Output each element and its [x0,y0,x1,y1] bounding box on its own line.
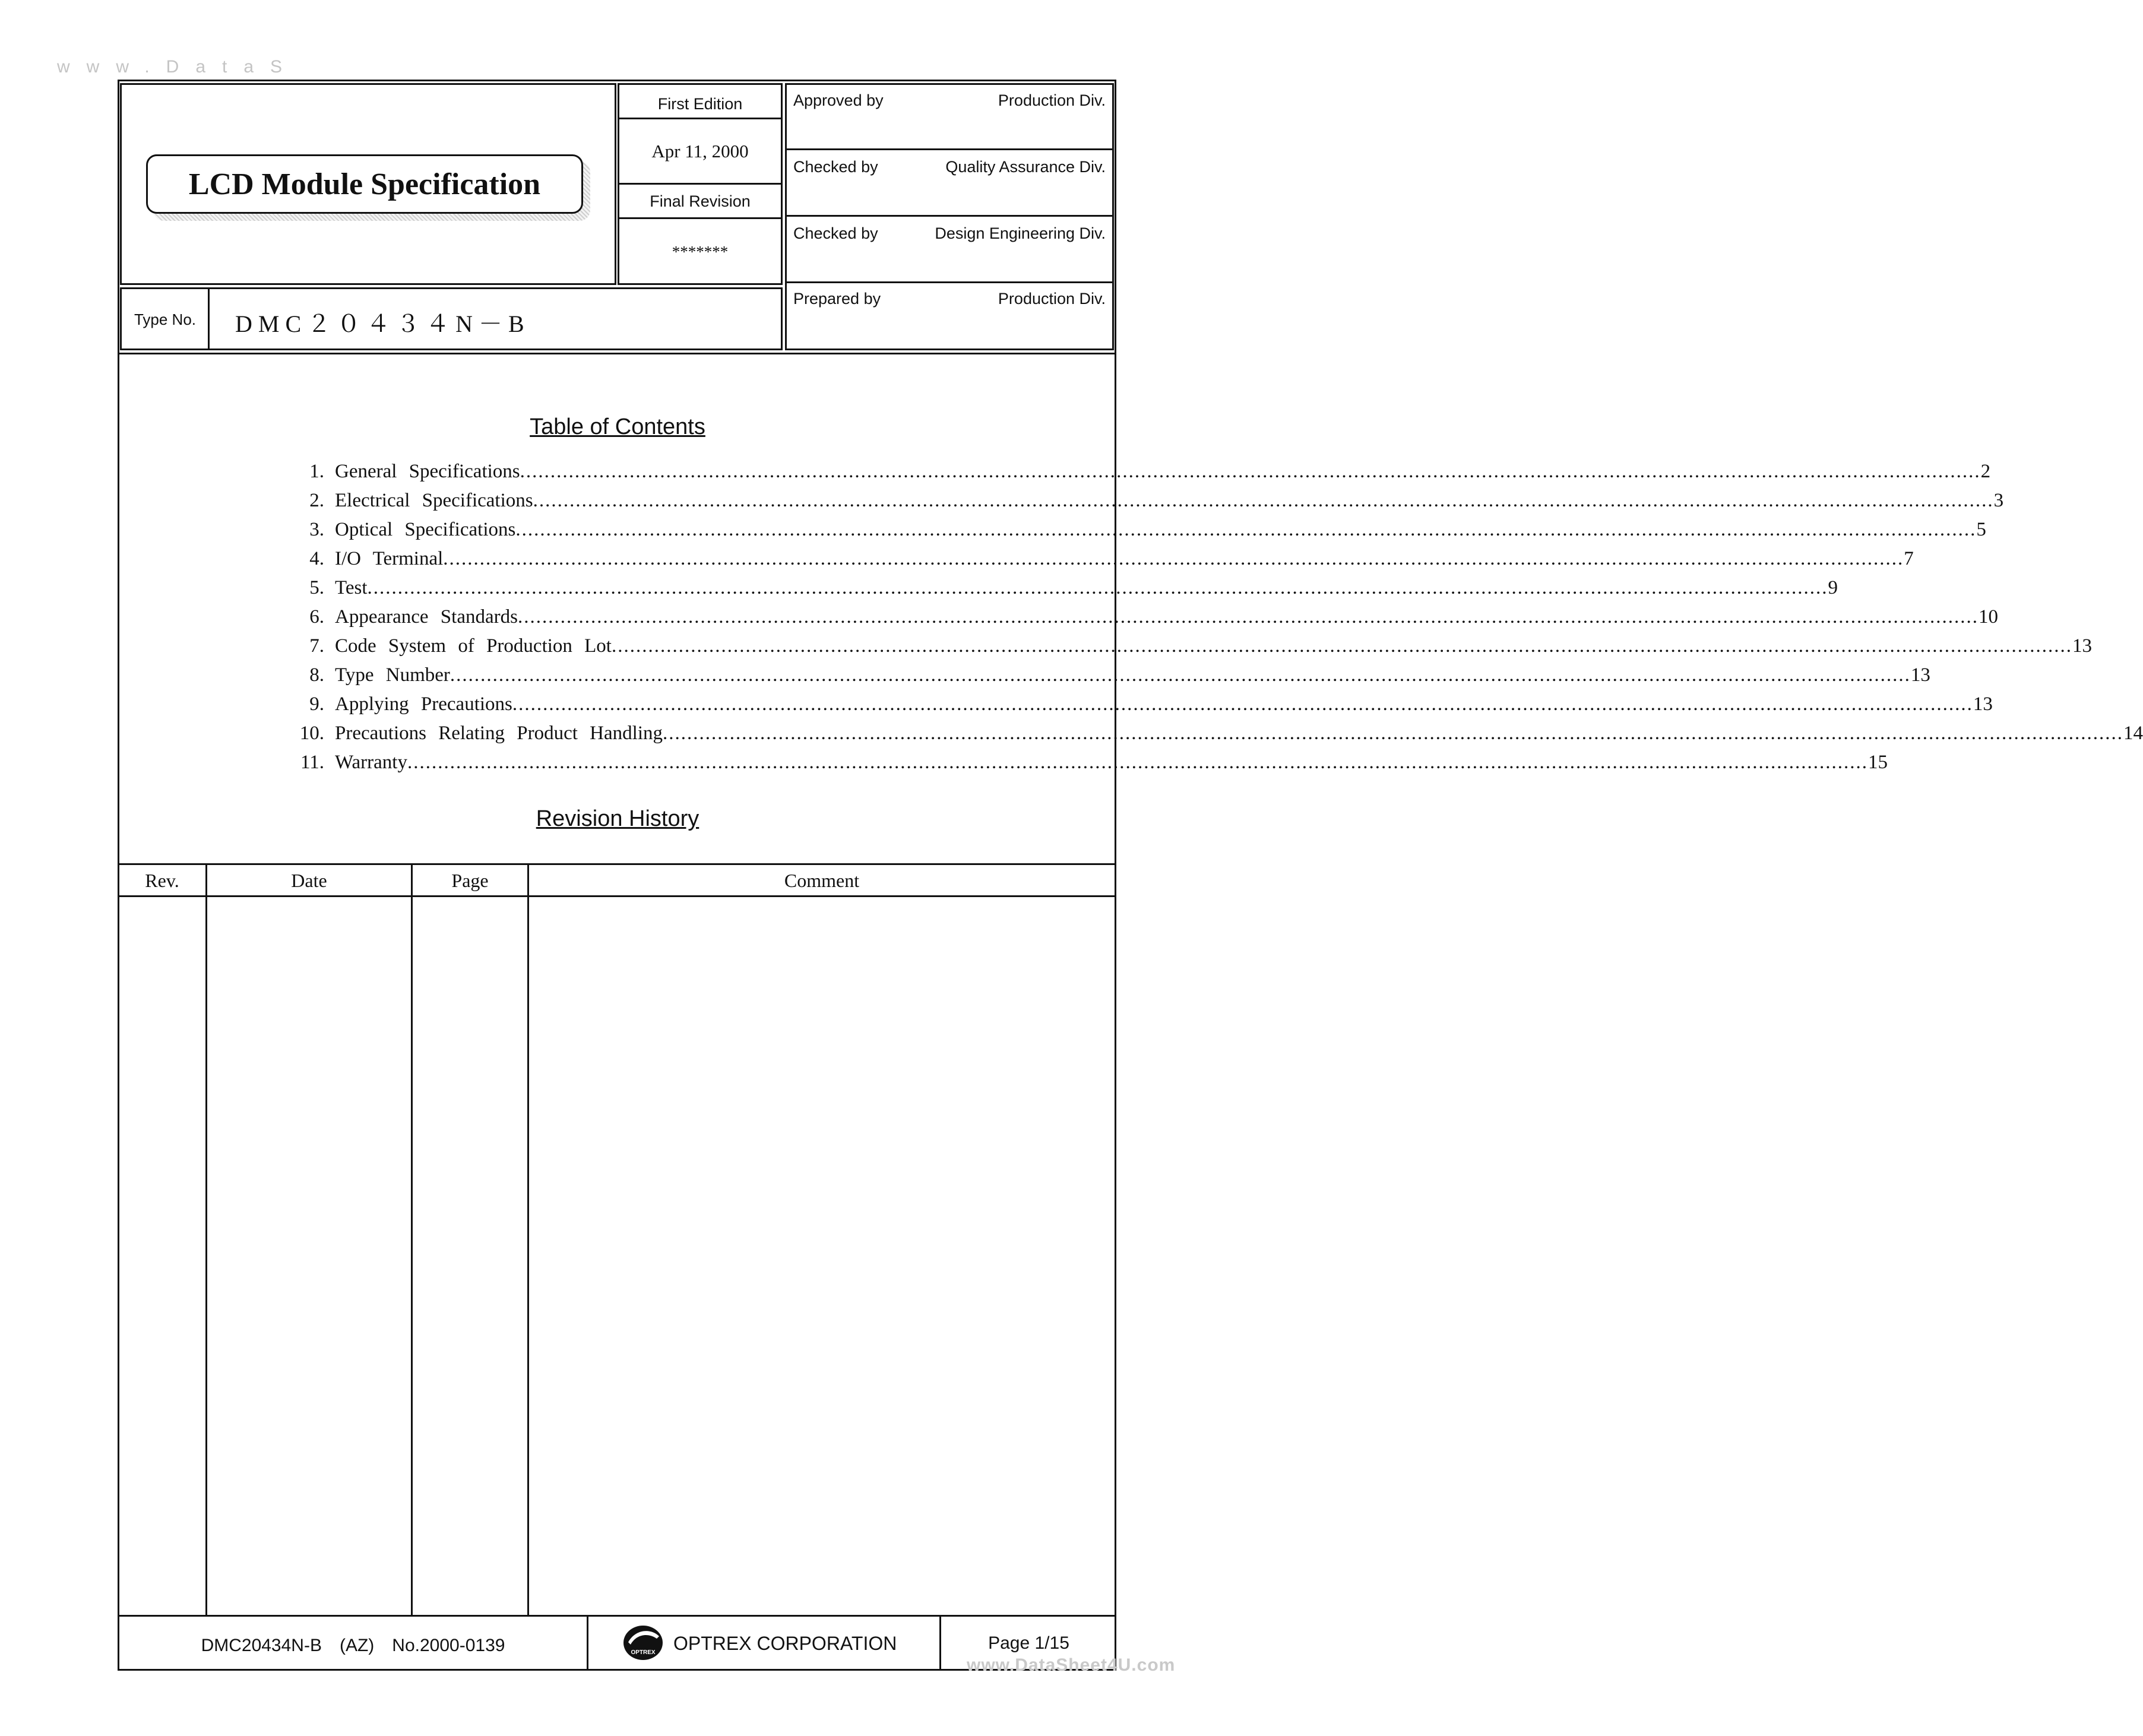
toc-item-page: 7 [1904,548,1914,569]
toc-item-page: 13 [2072,635,2092,657]
first-edition-date: Apr 11, 2000 [651,141,749,161]
footer-divider [587,1615,588,1671]
toc-item-number: 3. [309,519,324,540]
toc-leader-dots: ................................................................................................................................................................................................................................................ [443,548,1904,569]
revision-header-bottom [118,895,1116,897]
revision-col-comment: Comment [784,869,860,891]
toc-item [279,548,1914,577]
toc-item [279,519,1986,548]
toc-leader-dots: ................................................................................................................................................................................................................................................ [512,693,1973,715]
toc-item-page: 3 [1993,490,2004,511]
toc-item-title: Test [335,577,368,598]
toc-item-page: 14 [2123,723,2143,744]
toc-title: Table of Contents [530,414,705,439]
approval-role: Prepared by [793,290,881,308]
toc-leader-dots: ................................................................................................................................................................................................................................................ [450,664,1911,686]
approval-role: Approved by [793,91,884,109]
toc-leader-dots: ................................................................................................................................................................................................................................................ [515,519,1977,540]
optrex-logo-text: OPTREX [631,1649,656,1656]
approval-divider [785,148,1114,150]
toc-item [279,693,1993,723]
toc-item-title: Applying Precautions [335,693,512,715]
document-title: LCD Module Specification [146,154,583,214]
toc-item-title: Electrical Specifications [335,490,533,511]
toc-item-number: 11. [300,752,324,773]
footer-company: OPTREX CORPORATION [673,1633,897,1654]
revision-col-divider [527,863,529,1615]
toc-item-number: 9. [309,693,324,715]
toc-item-title: Code System of Production Lot [335,635,612,657]
toc-leader-dots: ................................................................................................................................................................................................................................................ [663,723,2123,744]
toc-item-page: 9 [1828,577,1838,598]
revision-col-divider [205,863,207,1615]
toc-item-number: 2. [309,490,324,511]
first-edition-label: First Edition [657,94,743,113]
approval-divider [785,281,1114,283]
toc-list [279,461,2143,781]
approval-dept: Quality Assurance Div. [945,158,1106,176]
toc-item [279,752,1888,781]
toc-item [279,577,1838,606]
toc-item [279,664,1930,693]
toc-item-title: I/O Terminal [335,548,444,569]
datasheet-watermark: www.DataSheet4U.com [967,1655,1176,1675]
type-no-value: DMC２０４３４N－B [235,311,530,337]
footer-page-number: Page 1/15 [988,1633,1069,1653]
toc-item-number: 7. [309,635,324,657]
toc-leader-dots: ................................................................................................................................................................................................................................................ [517,606,1979,628]
toc-item-page: 13 [1973,693,1993,715]
toc-item-title: Type Number [335,664,450,686]
approvals-cell [785,83,1114,350]
toc-item-number: 4. [309,548,324,569]
toc-item-title: Appearance Standards [335,606,518,628]
approval-dept: Production Div. [998,290,1106,308]
approval-divider [785,215,1114,217]
toc-item-number: 1. [309,461,324,482]
toc-item-title: Warranty [335,752,407,773]
footer-top-border [118,1615,1116,1617]
revision-col-date: Date [291,869,327,891]
type-no-label: Type No. [134,310,197,328]
toc-item-title: General Specifications [335,461,520,482]
toc-leader-dots: ................................................................................................................................................................................................................................................ [520,461,1981,482]
revision-table-top [118,863,1116,865]
edition-divider [618,217,783,219]
toc-item [279,606,1998,635]
toc-item-title: Optical Specifications [335,519,516,540]
type-no-divider [208,287,210,350]
header-separator [118,353,1116,354]
approval-role: Checked by [793,224,878,242]
toc-item [279,461,1991,490]
optrex-logo-icon [622,1624,664,1661]
approval-dept: Design Engineering Div. [935,224,1106,242]
revision-col-rev: Rev. [145,869,179,891]
toc-item [279,490,2004,519]
toc-item [279,723,2143,752]
toc-item-page: 10 [1978,606,1998,628]
revision-col-divider [411,863,413,1615]
toc-item [279,635,2092,664]
approval-dept: Production Div. [998,91,1106,109]
toc-item-page: 5 [1976,519,1986,540]
toc-leader-dots: ................................................................................................................................................................................................................................................ [367,577,1828,598]
footer-doc-id: DMC20434N-B (AZ) No.2000-0139 [201,1636,505,1655]
revision-history-title: Revision History [536,806,699,831]
toc-leader-dots: ................................................................................................................................................................................................................................................ [407,752,1868,773]
toc-leader-dots: ................................................................................................................................................................................................................................................ [611,635,2072,657]
watermark-text: www.DataS [57,57,299,77]
toc-item-number: 8. [309,664,324,686]
edition-divider [618,183,783,185]
toc-item-page: 13 [1910,664,1930,686]
toc-item-number: 10. [299,723,324,744]
toc-item-number: 6. [309,606,324,628]
revision-col-page: Page [451,869,489,891]
approval-role: Checked by [793,158,878,176]
toc-item-page: 15 [1867,752,1888,773]
toc-item-title: Precautions Relating Product Handling [335,723,663,744]
final-revision-label: Final Revision [650,192,751,210]
toc-leader-dots: ................................................................................................................................................................................................................................................ [533,490,1994,511]
toc-item-number: 5. [309,577,324,598]
final-revision-value: ******* [672,242,729,261]
toc-item-page: 2 [1980,461,1991,482]
